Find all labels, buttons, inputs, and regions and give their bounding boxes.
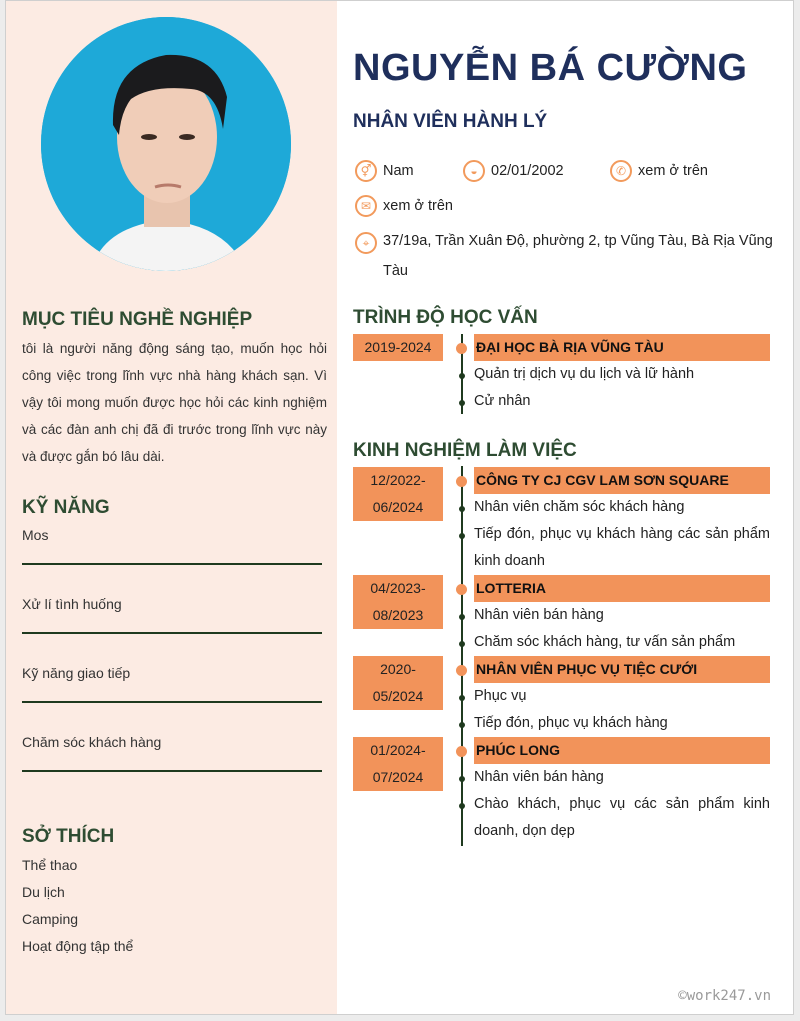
phone-icon: ✆	[610, 160, 632, 182]
hobbies-heading: SỞ THÍCH	[22, 826, 115, 847]
job-title: NHÂN VIÊN HÀNH LÝ	[353, 111, 548, 132]
timeline-dot	[456, 746, 467, 757]
education-heading: TRÌNH ĐỘ HỌC VẤN	[353, 307, 538, 328]
gender-icon: ⚥	[355, 160, 377, 182]
timeline-dot	[456, 343, 467, 354]
bullet-dot	[459, 803, 465, 809]
email-info: ✉ xem ở trên	[355, 195, 453, 217]
skill-bar	[22, 563, 322, 565]
skill-bar	[22, 701, 322, 703]
cake-icon: ◒	[463, 160, 485, 182]
timeline-dot	[456, 584, 467, 595]
skills-section	[22, 497, 327, 803]
phone-info: ✆ xem ở trên	[610, 160, 708, 182]
education-date: 2019-2024	[353, 334, 443, 361]
experience-detail: Nhân viên chăm sóc khách hàng	[474, 499, 685, 515]
school-name: ĐẠI HỌC BÀ RỊA VŨNG TÀU	[474, 334, 770, 361]
education-detail: Quản trị dịch vụ du lịch và lữ hành	[474, 366, 695, 382]
bullet-dot	[459, 695, 465, 701]
bullet-dot	[459, 722, 465, 728]
experience-date: 2020- 05/2024	[353, 656, 443, 710]
experience-heading: KINH NGHIỆM LÀM VIỆC	[353, 440, 577, 461]
experience-detail: Tiếp đón, phục vụ khách hàng các sản phẩm kinh doanh	[474, 526, 770, 569]
hobby-item: Hoạt động tập thể	[22, 938, 134, 954]
experience-detail: Nhân viên bán hàng	[474, 769, 604, 785]
gender-info: ⚥ Nam	[355, 160, 414, 182]
skill-bar	[22, 770, 322, 772]
sidebar	[6, 1, 337, 1014]
company-name: CÔNG TY CJ CGV LAM SƠN SQUARE	[474, 467, 770, 494]
hobby-item: Thể thao	[22, 857, 78, 873]
experience-detail: Chăm sóc khách hàng, tư vấn sản phẩm	[474, 634, 736, 650]
hobby-item: Camping	[22, 911, 79, 927]
objective-text: tôi là người năng động sáng tạo, muốn học hỏi công việc trong lĩnh vực nhà hàng khách sạn. Vì vậy tôi mong muốn được học hỏi các kinh nghiệm và các đàn anh chị đã đi trước trong lĩnh vực này và được gắn bó lâu dài.	[22, 341, 327, 464]
bullet-dot	[459, 400, 465, 406]
bullet-dot	[459, 533, 465, 539]
map-pin-icon: ⌖	[355, 232, 377, 254]
hobby-item: Du lịch	[22, 884, 65, 900]
profile-photo	[41, 17, 291, 271]
skill-item: Xử lí tình huống	[22, 596, 327, 665]
education-detail: Cử nhân	[474, 393, 531, 409]
company-name: NHÂN VIÊN PHỤC VỤ TIỆC CƯỚI	[474, 656, 770, 683]
skill-item: Chăm sóc khách hàng	[22, 734, 327, 803]
objective-heading: MỤC TIÊU NGHỀ NGHIỆP	[22, 309, 253, 330]
experience-detail: Nhân viên bán hàng	[474, 607, 604, 623]
timeline-dot	[456, 665, 467, 676]
hobbies-section	[22, 826, 327, 960]
bullet-dot	[459, 373, 465, 379]
bullet-dot	[459, 776, 465, 782]
experience-detail: Tiếp đón, phục vụ khách hàng	[474, 715, 668, 731]
skill-bar	[22, 632, 322, 634]
timeline-dot	[456, 476, 467, 487]
experience-detail: Chào khách, phục vụ các sản phẩm kinh doanh, dọn dẹp	[474, 796, 770, 839]
avatar-illustration	[41, 17, 291, 271]
experience-date: 04/2023- 08/2023	[353, 575, 443, 629]
objective-section	[22, 309, 327, 470]
experience-timeline-line	[461, 466, 463, 846]
bullet-dot	[459, 506, 465, 512]
bullet-dot	[459, 641, 465, 647]
bullet-dot	[459, 614, 465, 620]
watermark: ©work247.vn	[678, 988, 771, 1004]
skill-item: Mos	[22, 527, 327, 596]
experience-date: 01/2024- 07/2024	[353, 737, 443, 791]
skill-item: Kỹ năng giao tiếp	[22, 665, 327, 734]
experience-date: 12/2022- 06/2024	[353, 467, 443, 521]
experience-detail: Phục vụ	[474, 688, 527, 704]
company-name: LOTTERIA	[474, 575, 770, 602]
company-name: PHÚC LONG	[474, 737, 770, 764]
candidate-name: NGUYỄN BÁ CƯỜNG	[353, 47, 748, 89]
email-icon: ✉	[355, 195, 377, 217]
birthday-info: ◒ 02/01/2002	[463, 160, 564, 182]
address-info: ⌖ 37/19a, Trần Xuân Độ, phường 2, tp Vũng Tàu, Bà Rịa Vũng Tàu	[355, 230, 775, 286]
cv-page	[5, 0, 794, 1015]
skills-heading: KỸ NĂNG	[22, 497, 110, 518]
